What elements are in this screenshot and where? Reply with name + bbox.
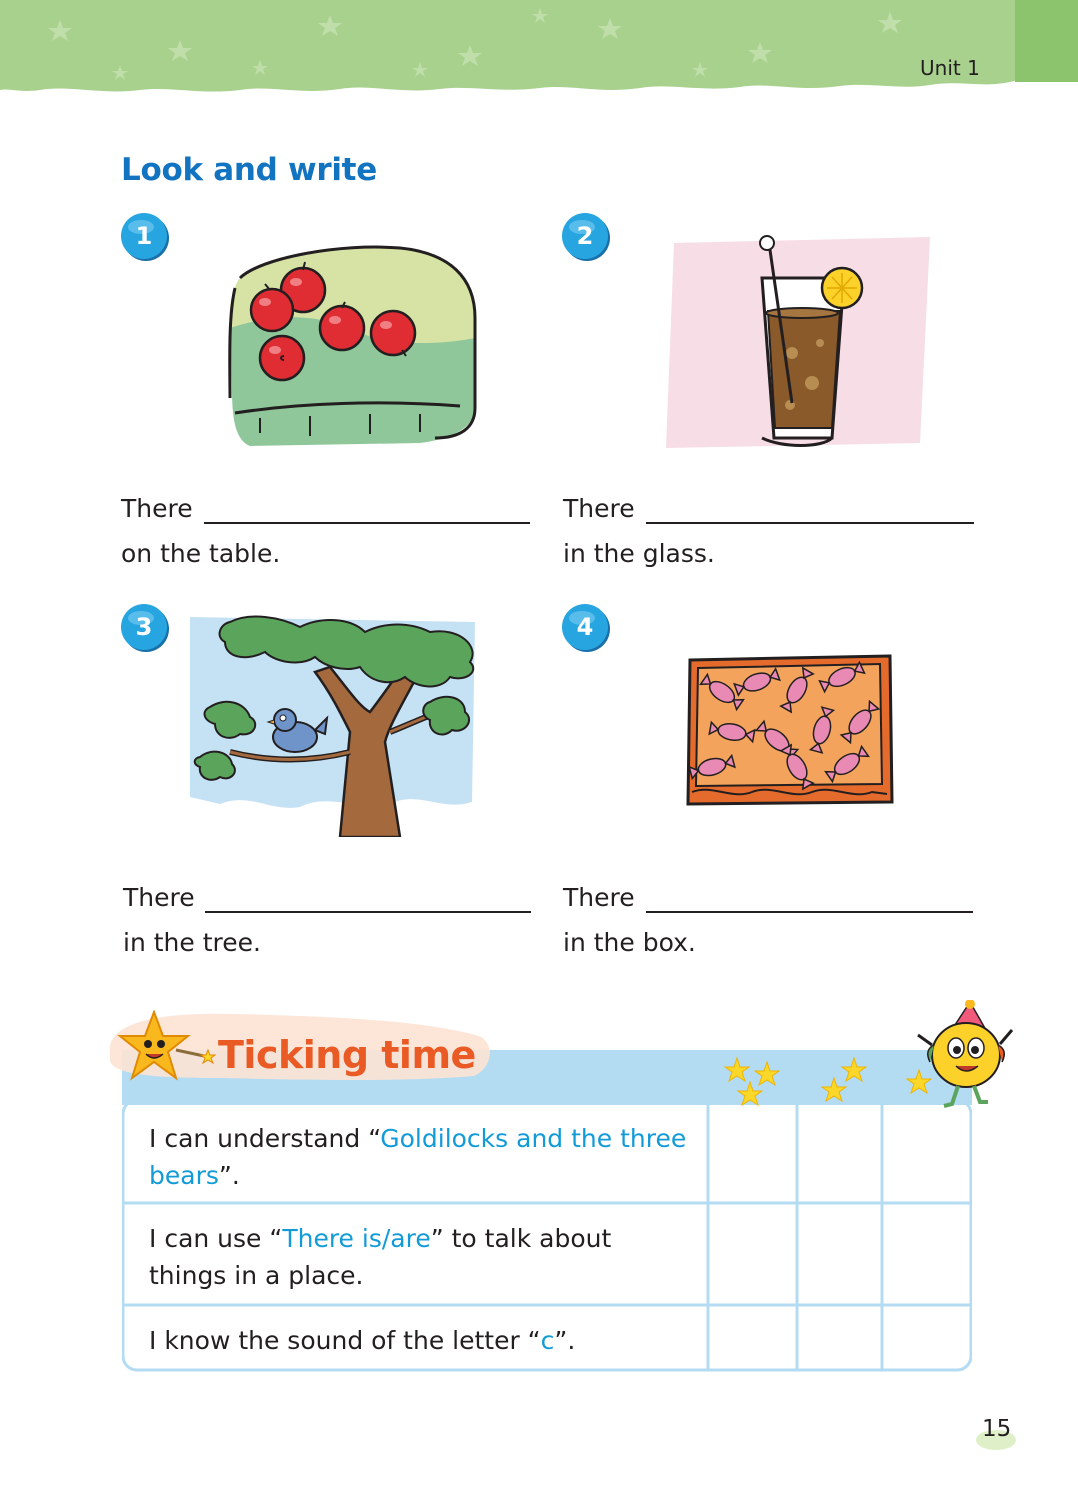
section-title: Look and write — [121, 152, 377, 188]
unit-label: Unit 1 — [920, 56, 980, 80]
tick-cell-2-c[interactable] — [884, 1206, 968, 1302]
tick-cell-3-c[interactable] — [884, 1308, 968, 1370]
exercise-3-line2: in the tree. — [123, 928, 261, 957]
tick-cell-3-b[interactable] — [799, 1308, 879, 1370]
tick-row-3-pre: I know the sound of the letter “ — [149, 1326, 541, 1355]
page-number: 15 — [982, 1416, 1012, 1442]
tick-cell-1-c[interactable] — [884, 1107, 968, 1200]
tick-row-2-highlight: There is/are — [282, 1224, 431, 1253]
mascot-character-icon — [908, 1000, 1020, 1112]
box-of-sweets-image — [682, 652, 897, 807]
tick-row-1-highlight: Goldilocks and the three bears — [149, 1124, 687, 1190]
tick-row-2-pre: I can use “ — [149, 1224, 283, 1253]
tick-cell-1-a[interactable] — [712, 1107, 792, 1200]
star-mascot-icon — [116, 1010, 216, 1082]
tick-row-3-post: ”. — [554, 1326, 576, 1355]
tick-row-1-post: ”. — [218, 1161, 240, 1190]
glass-of-drink-image — [662, 233, 934, 455]
number-badge-2 — [562, 213, 612, 263]
exercise-1-line2: on the table. — [121, 539, 281, 568]
tick-row-1 — [149, 1120, 689, 1194]
number-label: 2 — [576, 222, 594, 250]
exercise-3-blank[interactable] — [205, 911, 531, 913]
exercise-4-blank[interactable] — [646, 911, 973, 913]
exercise-2-blank[interactable] — [646, 522, 974, 524]
tick-row-3-highlight: c — [540, 1326, 555, 1355]
number-label: 3 — [135, 613, 153, 641]
tick-cell-2-a[interactable] — [712, 1206, 792, 1302]
exercise-3-line1: There — [123, 883, 195, 912]
bird-in-tree-image — [190, 612, 480, 837]
tick-cell-1-b[interactable] — [799, 1107, 879, 1200]
top-banner — [0, 0, 1078, 100]
number-label: 4 — [576, 613, 594, 641]
exercise-4-line2: in the box. — [563, 928, 696, 957]
exercise-2-line1: There — [563, 494, 635, 523]
number-badge-4 — [562, 604, 612, 654]
number-badge-3 — [121, 604, 171, 654]
tick-row-1-pre: I can understand “ — [149, 1124, 381, 1153]
exercise-2-line2: in the glass. — [563, 539, 715, 568]
tick-row-3 — [149, 1322, 689, 1359]
number-label: 1 — [135, 222, 153, 250]
ticking-time-title: Ticking time — [218, 1033, 476, 1077]
apples-on-table-image — [220, 238, 480, 450]
tick-cell-2-b[interactable] — [799, 1206, 879, 1302]
tick-cell-3-a[interactable] — [712, 1308, 792, 1370]
tick-row-2-post: ” to talk about things in a place. — [149, 1224, 612, 1290]
exercise-1-line1: There — [121, 494, 193, 523]
exercise-4-line1: There — [563, 883, 635, 912]
exercise-1-blank[interactable] — [204, 522, 530, 524]
number-badge-1 — [121, 213, 171, 263]
tick-row-2 — [149, 1220, 689, 1294]
